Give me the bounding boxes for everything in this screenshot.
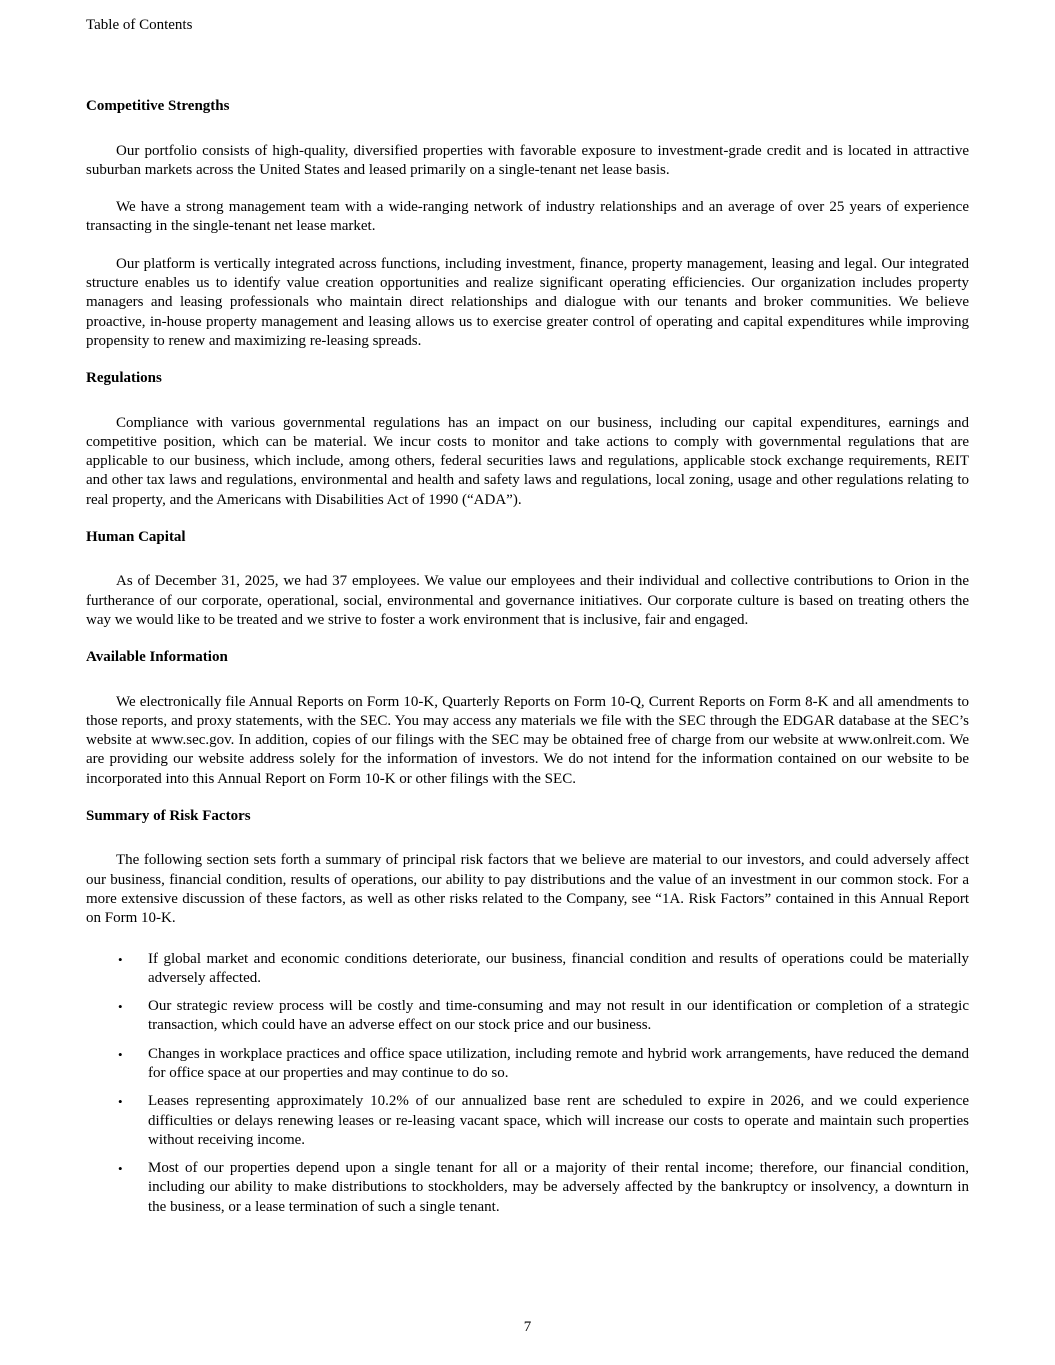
paragraph: We electronically file Annual Reports on Form 10-K, Quarterly Reports on Form 10-Q, Current Reports on Form 8-K and all amendments to those reports, and proxy statements, with the SEC. You may access any materials we file with the SEC through the EDGAR database at the SEC’s website at www.sec.gov. In addition, copies of our filings with the SEC may be obtained free of charge from our website at www.onlreit.com. We are providing our website address solely for the information of investors. We do not intend for the information contained on our website to be incorporated into this Annual Report on Form 10-K or other filings with the SEC. (86, 693, 969, 787)
paragraph: The following section sets forth a summary of principal risk factors that we believe are material to our investors, and could adversely affect our business, financial condition, results of operations, our ability to pay distributions and the value of an investment in our common stock. For a more extensive discussion of these factors, as well as other risks related to the Company, see “1A. Risk Factors” contained in this Annual Report on Form 10-K. (86, 852, 969, 927)
section-heading-available-information: Available Information (86, 649, 228, 666)
paragraph: As of December 31, 2025, we had 37 employees. We value our employees and their individual and collective contributions to Orion in the furtherance of our corporate, operational, social, environmental and governance initiatives. Our corporate culture is based on treating others the way we would like to be treated and we strive to foster a work environment that is inclusive, fair and engaged. (86, 573, 969, 628)
page-number: 7 (523, 1318, 532, 1335)
risk-bullet: • Leases representing approximately 10.2% of our annualized base rent are scheduled to expire in 2026, and we could experience difficulties or delays renewing leases or re-leasing vacant space, which will increase our costs to operate and maintain such properties without receiving income. (86, 1092, 969, 1150)
section-heading-competitive-strengths: Competitive Strengths (86, 98, 230, 115)
section-heading-summary-of-risk-factors: Summary of Risk Factors (86, 808, 251, 825)
risk-factor-bullet-list (86, 950, 969, 1218)
risk-bullet: • Our strategic review process will be costly and time-consuming and may not result in our identification or completion of a strategic transaction, which could have an adverse effect on our stock price and our business. (86, 997, 969, 1036)
paragraph: Our portfolio consists of high-quality, diversified properties with favorable exposure to investment-grade credit and is located in attractive suburban markets across the United States and leased primarily on a single-tenant net lease basis. (86, 142, 969, 178)
table-of-contents-link[interactable]: Table of Contents (86, 17, 193, 33)
section-heading-regulations: Regulations (86, 370, 162, 387)
paragraph: Compliance with various governmental regulations has an impact on our business, including our capital expenditures, earnings and competitive position, which can be material. We incur costs to monitor and take actions to comply with governmental regulations that are applicable to our business, which include, among others, federal securities laws and regulations, applicable stock exchange requirements, REIT and other tax laws and regulations, environmental and health and safety laws and regulations, local zoning, usage and other regulations relating to real property, and the Americans with Disabilities Act of 1990 (“ADA”). (86, 414, 969, 508)
section-heading-human-capital: Human Capital (86, 529, 186, 546)
risk-bullet: • Most of our properties depend upon a single tenant for all or a majority of their rental income; therefore, our financial condition, including our ability to make distributions to stockholders, may be adversely affected by the bankruptcy or insolvency, a downturn in the business, or a lease termination of such a single tenant. (86, 1159, 969, 1217)
paragraph: We have a strong management team with a wide-ranging network of industry relationships and an average of over 25 years of experience transacting in the single-tenant net lease market. (86, 199, 969, 235)
risk-bullet: • Changes in workplace practices and office space utilization, including remote and hybrid work arrangements, have reduced the demand for office space at our properties and may continue to do so. (86, 1045, 969, 1084)
risk-bullet: • If global market and economic conditions deteriorate, our business, financial condition and results of operations could be materially adversely affected. (86, 950, 969, 989)
paragraph: Our platform is vertically integrated across functions, including investment, finance, property management, leasing and legal. Our integrated structure enables us to identify value creation opportunities and realize significant operating efficiencies. Our organization includes property managers and leasing professionals who maintain direct relationships and dialogue with our tenants and broker communities. We believe proactive, in-house property management and leasing allows us to exercise greater control of operating and capital expenditures while improving propensity to renew and maximizing re-leasing spreads. (86, 255, 969, 349)
